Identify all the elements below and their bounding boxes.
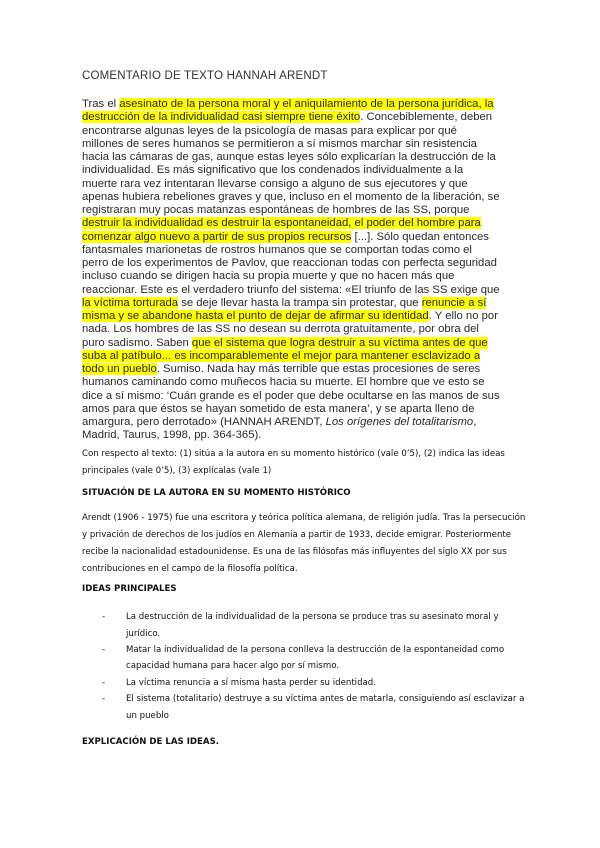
commentary bbox=[82, 446, 532, 750]
quote-line bbox=[82, 429, 500, 442]
quote-line bbox=[82, 191, 500, 204]
quote-line bbox=[82, 390, 500, 403]
quote-line bbox=[82, 244, 500, 257]
highlighted-text: suba al patíbulo... es incomparablemente el mejor para mantener esclavizado a bbox=[82, 349, 481, 362]
text-segment: registraran muy pocas matanzas espontáneas de hombres de las SS, porque bbox=[82, 204, 470, 216]
list-item bbox=[82, 675, 532, 691]
quote-line bbox=[82, 217, 500, 230]
text-segment: hacia las cámaras de gas, aunque estas leyes sólo explicarían la destrucción de la bbox=[82, 151, 496, 163]
text-segment: amargura, pero derrotado» (HANNAH ARENDT, bbox=[82, 416, 326, 428]
text-segment: millones de seres humanos se permitieron a sí mismos marchar sin resistencia bbox=[82, 137, 477, 150]
text-segment: reaccionar. Este es el verdadero triunfo del sistema: «El triunfo de las SS exige que bbox=[82, 283, 500, 296]
quote-line bbox=[82, 178, 500, 191]
text-segment: fantasmales marionetas de rostros humanos que se comportan todas como el bbox=[82, 243, 472, 256]
list-item-text: La víctima renuncia a sí misma hasta perder su identidad. bbox=[126, 677, 376, 688]
quoted-text bbox=[82, 98, 500, 443]
quote-line bbox=[82, 416, 500, 429]
quote-line bbox=[82, 376, 500, 389]
text-segment: encontrarse algunas leyes de la psicología de masas para explicar por qué bbox=[82, 124, 457, 137]
book-title: Los orígenes del totalitarismo bbox=[325, 416, 474, 428]
list-item-text: El sistema (totalitario) destruye a su víctima antes de matarla, consiguiendo así esclavizar a un pueblo bbox=[126, 694, 525, 721]
highlighted-text: renuncie a sí bbox=[421, 296, 487, 309]
highlighted-text: destrucción de la individualidad casi siempre tiene éxito bbox=[82, 111, 361, 124]
text-segment: [...]. Sólo quedan entonces bbox=[351, 230, 489, 243]
text-segment: , bbox=[473, 416, 477, 428]
quote-line bbox=[82, 323, 500, 336]
highlighted-text: la víctima torturada bbox=[82, 296, 179, 309]
text-segment: individualidad. Es más significativo que los condenados individualmente a la bbox=[82, 164, 464, 177]
bullet-dash: - bbox=[102, 612, 106, 623]
quote-line bbox=[82, 350, 500, 363]
text-segment: Tras el bbox=[82, 98, 120, 110]
quote-line bbox=[82, 98, 500, 111]
list-item-text: Matar la individualidad de la persona conlleva la destrucción de la espontaneidad como capacidad humana para hacer algo por sí mismo. bbox=[126, 645, 505, 672]
quote-line bbox=[82, 125, 500, 138]
quote-line bbox=[82, 151, 500, 164]
ideas-list bbox=[82, 609, 532, 724]
quote-line bbox=[82, 337, 500, 350]
section-heading-situacion: SITUACIÓN DE LA AUTORA EN SU MOMENTO HISTÓRICO bbox=[82, 488, 351, 499]
text-segment: dice a sí mismo: ‘Cuán grande es el poder que debe ocultarse en las manos de sus bbox=[82, 389, 500, 402]
quote-line bbox=[82, 111, 500, 124]
quote-line bbox=[82, 403, 500, 416]
text-segment: puro sadismo. Saben bbox=[82, 336, 192, 349]
text-segment: muerte rara vez intentaran llevarse consigo a alguno de sus ejecutores y que bbox=[82, 177, 468, 190]
quote-line bbox=[82, 204, 500, 217]
text-segment: apenas hubiera rebeliones graves y que, incluso en el momento de la liberación, se bbox=[82, 190, 500, 203]
highlighted-text: comenzar algo nuevo a partir de sus propios recursos bbox=[82, 230, 352, 243]
list-item bbox=[82, 642, 532, 675]
quote-line bbox=[82, 231, 500, 244]
highlighted-text: todo un pueblo bbox=[82, 363, 157, 375]
instructions: Con respecto al texto: (1) sitúa a la autora en su momento histórico (vale 0’5), (2) indica las ideas principales (vale 0’5), (3) explícalas (vale 1) bbox=[82, 449, 505, 476]
text-segment: incluso cuando se dirigen hacia su propia muerte y que no hacen más que bbox=[82, 270, 455, 283]
list-item-text: La destrucción de la individualidad de la persona se produce tras su asesinato moral y jurídico. bbox=[126, 612, 499, 639]
quote-line bbox=[82, 138, 500, 151]
quote-line bbox=[82, 270, 500, 283]
text-segment: nada. Los hombres de las SS no desean su derrota gratuitamente, por obra del bbox=[82, 323, 479, 336]
text-segment: humanos caminando como muñecos hacia su muerte. El hombre que ve esto se bbox=[82, 376, 485, 389]
text-segment: . Concebiblemente, deben bbox=[360, 111, 493, 124]
bullet-dash: - bbox=[102, 694, 106, 705]
document-title: COMENTARIO DE TEXTO HANNAH ARENDT bbox=[82, 70, 328, 82]
highlighted-text: asesinato de la persona moral y el aniquilamiento de la persona jurídica, la bbox=[119, 98, 494, 110]
quote-line bbox=[82, 284, 500, 297]
text-segment: Madrid, Taurus, 1998, pp. 364-365). bbox=[82, 429, 262, 442]
highlighted-text: misma y se abandone hasta el punto de dejar de afirmar su identidad bbox=[82, 310, 429, 322]
text-segment: . Sumiso. Nada hay más terrible que estas procesiones de seres bbox=[156, 363, 481, 375]
text-segment: amos para que éstos se hayan sometido de esta manera’, y se aparta lleno de bbox=[82, 402, 475, 415]
highlighted-text: que el sistema que logra destruir a su víctima antes de que bbox=[191, 336, 488, 349]
list-item bbox=[82, 609, 532, 642]
quote-line bbox=[82, 164, 500, 177]
quote-line bbox=[82, 297, 500, 310]
section-heading-ideas: IDEAS PRINCIPALES bbox=[82, 584, 177, 595]
highlighted-text: destruir la individualidad es destruir la espontaneidad, el poder del hombre para bbox=[82, 217, 481, 230]
section-body-situacion: Arendt (1906 - 1975) fue una escritora y teórica política alemana, de religión judía. Tras la persecución y privación de derechos de los judíos en Alemania a partir de 1933, decide emigrar. Posteriormente recibe la nacionalidad estadounidense. Es una de las filósofas más influyentes del siglo XX por sus contribuciones en el campo de la filosofía política. bbox=[82, 513, 526, 574]
quote-line bbox=[82, 310, 500, 323]
text-segment: se deje llevar hasta la trampa sin protestar, que bbox=[178, 296, 422, 309]
text-segment: . Y ello no por bbox=[428, 310, 498, 322]
text-segment: perro de los experimentos de Pavlov, que reaccionan todas con perfecta seguridad bbox=[82, 257, 497, 269]
list-item bbox=[82, 691, 532, 724]
bullet-dash: - bbox=[102, 645, 106, 656]
section-heading-explicacion: EXPLICACIÓN DE LAS IDEAS. bbox=[82, 737, 220, 748]
quote-line bbox=[82, 363, 500, 376]
quote-line bbox=[82, 257, 500, 270]
bullet-dash: - bbox=[102, 677, 106, 688]
